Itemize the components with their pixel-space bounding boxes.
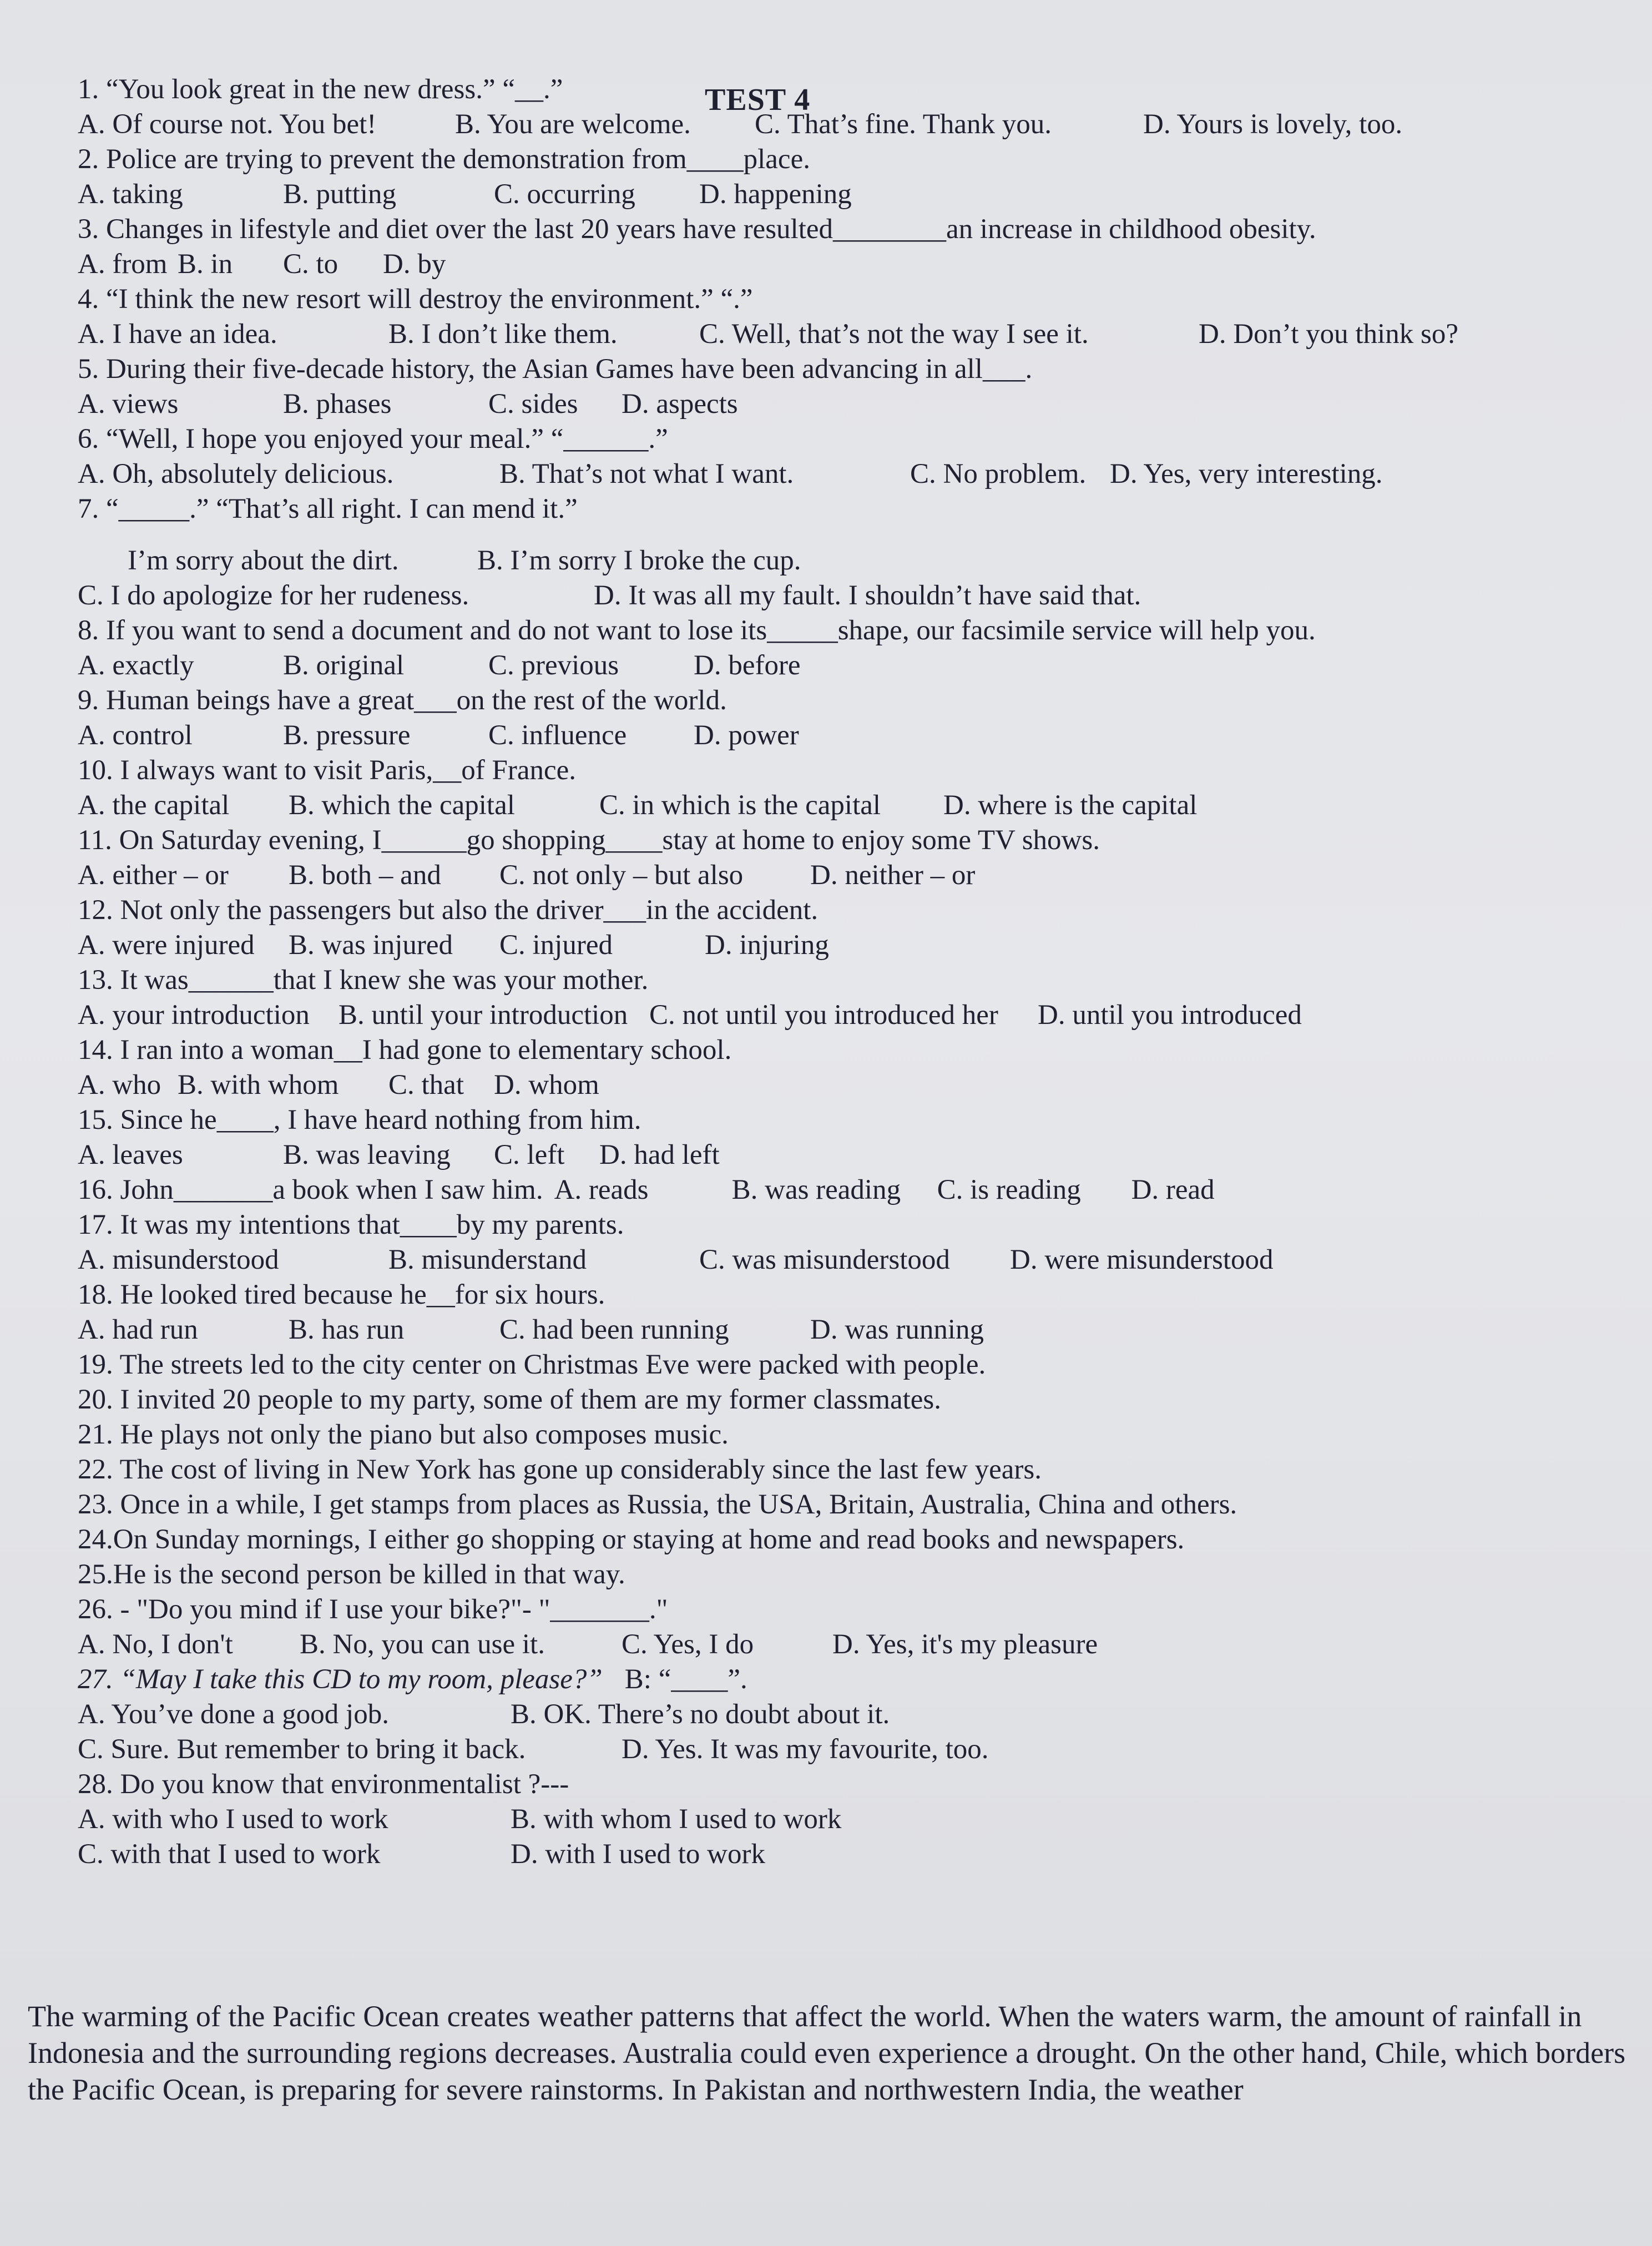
reading-passage: The warming of the Pacific Ocean creates weather patterns that affect the world. When the waters warm, the amount of rainfall in Indonesia and the surrounding regions decreases. Australia could even experience a drought. On the other hand, Chile, which borders the Pacific Ocean, is preparing for severe rainstorms. In Pakistan and northwestern India, the weather [28,2000,1626,2106]
option-16d[interactable]: D. read [1131,1174,1215,1205]
option-26c[interactable]: C. Yes, I do [622,1629,754,1660]
options-15 [78,1138,1498,1173]
option-2d[interactable]: D. happening [699,179,852,210]
option-27d[interactable]: D. Yes. It was my favourite, too. [622,1734,989,1765]
option-11a[interactable]: A. either – or [78,860,229,891]
option-17b[interactable]: B. misunderstand [388,1244,587,1275]
option-12a[interactable]: A. were injured [78,930,255,961]
option-2a[interactable]: A. taking [78,179,183,210]
options-18 [78,1313,1498,1347]
option-8d[interactable]: D. before [694,650,801,681]
option-9d[interactable]: D. power [694,720,799,751]
option-17c[interactable]: C. was misunderstood [699,1244,950,1275]
option-13a[interactable]: A. your introduction [78,1000,310,1031]
option-15b[interactable]: B. was leaving [283,1139,451,1170]
error-item-25: 25.He is the second person be killed in that way. [78,1559,625,1590]
question-7: 7. “_____.” “That’s all right. I can mend it.” [78,493,578,524]
question-28: 28. Do you know that environmentalist ?--- [78,1769,569,1800]
options-17 [78,1243,1498,1278]
option-8a[interactable]: A. exactly [78,650,194,681]
options-14 [78,1068,1498,1103]
option-4d[interactable]: D. Don’t you think so? [1199,319,1458,350]
question-6: 6. “Well, I hope you enjoyed your meal.” “______.” [78,423,668,455]
option-3a[interactable]: A. from [78,249,168,280]
options-6 [78,457,1498,492]
option-2b[interactable]: B. putting [283,179,397,210]
option-28d[interactable]: D. with I used to work [511,1839,765,1870]
question-12: 12. Not only the passengers but also the driver___in the accident. [78,895,819,926]
option-11b[interactable]: B. both – and [289,860,441,891]
question-27-reply: B: “____”. [624,1664,747,1695]
spacer [78,527,1498,543]
option-18d[interactable]: D. was running [810,1314,984,1345]
error-item-21: 21. He plays not only the piano but also composes music. [78,1419,729,1450]
options-8 [78,648,1498,683]
question-18: 18. He looked tired because he__for six hours. [78,1279,605,1310]
option-1b[interactable]: B. You are welcome. [455,109,691,140]
option-10b[interactable]: B. which the capital [289,790,515,821]
options-11 [78,858,1498,893]
option-7c[interactable]: C. I do apologize for her rudeness. [78,580,469,611]
page-title: TEST 4 [705,83,811,117]
options-12 [78,928,1498,963]
question-10: 10. I always want to visit Paris,__of France. [78,755,577,786]
option-9b[interactable]: B. pressure [283,720,411,751]
option-14c[interactable]: C. that [388,1069,464,1101]
option-13b[interactable]: B. until your introduction [339,1000,628,1031]
option-28b[interactable]: B. with whom I used to work [511,1804,842,1835]
option-28c[interactable]: C. with that I used to work [78,1839,381,1870]
option-18c[interactable]: C. had been running [499,1314,729,1345]
error-item-20: 20. I invited 20 people to my party, some of them are my former classmates. [78,1384,942,1415]
option-12d[interactable]: D. injuring [705,930,829,961]
options-4 [78,317,1498,352]
options-28-row2 [78,1837,1498,1872]
option-6b[interactable]: B. That’s not what I want. [499,458,794,489]
option-11c[interactable]: C. not only – but also [499,860,744,891]
option-1a[interactable]: A. Of course not. You bet! [78,109,377,140]
option-3d[interactable]: D. by [383,249,446,280]
option-3c[interactable]: C. to [283,249,339,280]
options-9 [78,718,1498,753]
option-1d[interactable]: D. Yours is lovely, too. [1143,109,1403,140]
option-8c[interactable]: C. previous [488,650,619,681]
option-18a[interactable]: A. had run [78,1314,198,1345]
question-3: 3. Changes in lifestyle and diet over the last 20 years have resulted________an increase in childhood obesity. [78,214,1316,245]
question-27: 27. “May I take this CD to my room, please?” [78,1664,603,1695]
option-5d[interactable]: D. aspects [622,388,738,420]
option-14d[interactable]: D. whom [494,1069,599,1101]
option-27b[interactable]: B. OK. There’s no doubt about it. [511,1699,890,1730]
option-4b[interactable]: B. I don’t like them. [388,319,618,350]
option-2c[interactable]: C. occurring [494,179,635,210]
options-13 [78,998,1498,1033]
option-15c[interactable]: C. left [494,1139,565,1170]
option-16a[interactable]: A. reads [554,1174,649,1205]
options-3 [78,247,1498,282]
option-7b[interactable]: B. I’m sorry I broke the cup. [477,545,801,576]
options-2 [78,177,1498,212]
option-11d[interactable]: D. neither – or [810,860,976,891]
option-10a[interactable]: A. the capital [78,790,230,821]
options-7-row1 [78,543,1498,578]
options-27-row1 [78,1697,1498,1732]
question-11: 11. On Saturday evening, I______go shopping____stay at home to enjoy some TV shows. [78,825,1100,856]
options-26 [78,1627,1498,1662]
option-7d[interactable]: D. It was all my fault. I shouldn’t have said that. [594,580,1141,611]
option-4a[interactable]: A. I have an idea. [78,319,277,350]
option-3b[interactable]: B. in [178,249,233,280]
option-9a[interactable]: A. control [78,720,193,751]
option-26b[interactable]: B. No, you can use it. [300,1629,545,1660]
option-16c[interactable]: C. is reading [937,1174,1081,1205]
option-27a[interactable]: A. You’ve done a good job. [78,1699,389,1730]
question-13: 13. It was______that I knew she was your mother. [78,965,649,996]
options-28-row1 [78,1802,1498,1837]
option-15a[interactable]: A. leaves [78,1139,183,1170]
option-28a[interactable]: A. with who I used to work [78,1804,388,1835]
option-6a[interactable]: A. Oh, absolutely delicious. [78,458,394,489]
option-9c[interactable]: C. influence [488,720,627,751]
question-16: 16. John_______a book when I saw him. [78,1174,543,1205]
option-12b[interactable]: B. was injured [289,930,453,961]
options-7-row2 [78,578,1498,613]
question-1: 1. “You look great in the new dress.” “__.” [78,74,563,105]
options-5 [78,387,1498,422]
option-10d[interactable]: D. where is the capital [943,790,1198,821]
option-5c[interactable]: C. sides [488,388,578,420]
option-27c[interactable]: C. Sure. But remember to bring it back. [78,1734,526,1765]
option-15d[interactable]: D. had left [599,1139,720,1170]
error-item-22: 22. The cost of living in New York has gone up considerably since the last few years. [78,1454,1042,1485]
options-1 [78,107,1498,142]
option-14b[interactable]: B. with whom [178,1069,339,1101]
question-27-row [78,1662,1498,1697]
question-16-row [78,1173,1498,1208]
question-15: 15. Since he____, I have heard nothing from him. [78,1104,641,1135]
option-10c[interactable]: C. in which is the capital [599,790,881,821]
option-26d[interactable]: D. Yes, it's my pleasure [832,1629,1098,1660]
option-12c[interactable]: C. injured [499,930,613,961]
option-7a[interactable]: I’m sorry about the dirt. [128,545,399,576]
option-5b[interactable]: B. phases [283,388,392,420]
error-item-24: 24.On Sunday mornings, I either go shopping or staying at home and read books and newspapers. [78,1524,1185,1555]
question-list [78,72,1498,1872]
option-14a[interactable]: A. who [78,1069,161,1101]
option-6d[interactable]: D. Yes, very interesting. [1110,458,1383,489]
option-8b[interactable]: B. original [283,650,405,681]
option-18b[interactable]: B. has run [289,1314,405,1345]
option-26a[interactable]: A. No, I don't [78,1629,233,1660]
option-1c[interactable]: C. That’s fine. Thank you. [755,109,1052,140]
question-26: 26. - "Do you mind if I use your bike?"- "_______." [78,1594,668,1625]
option-17d[interactable]: D. were misunderstood [1010,1244,1274,1275]
option-13d[interactable]: D. until you introduced [1038,1000,1302,1031]
option-6c[interactable]: C. No problem. [910,458,1087,489]
option-5a[interactable]: A. views [78,388,179,420]
question-2: 2. Police are trying to prevent the demonstration from____place. [78,144,810,175]
error-item-19: 19. The streets led to the city center on Christmas Eve were packed with people. [78,1349,986,1380]
option-17a[interactable]: A. misunderstood [78,1244,279,1275]
option-16b[interactable]: B. was reading [731,1174,901,1205]
question-8: 8. If you want to send a document and do not want to lose its_____shape, our facsimile service will help you. [78,615,1316,646]
question-17: 17. It was my intentions that____by my parents. [78,1209,624,1240]
option-4c[interactable]: C. Well, that’s not the way I see it. [699,319,1089,350]
option-13c[interactable]: C. not until you introduced her [649,1000,998,1031]
question-9: 9. Human beings have a great___on the rest of the world. [78,685,727,716]
options-27-row2 [78,1732,1498,1767]
question-14: 14. I ran into a woman__I had gone to elementary school. [78,1034,732,1066]
question-4: 4. “I think the new resort will destroy the environment.” “.” [78,284,753,315]
error-item-23: 23. Once in a while, I get stamps from places as Russia, the USA, Britain, Australia, China and others. [78,1489,1237,1520]
options-10 [78,788,1498,823]
question-5: 5. During their five-decade history, the Asian Games have been advancing in all___. [78,354,1033,385]
